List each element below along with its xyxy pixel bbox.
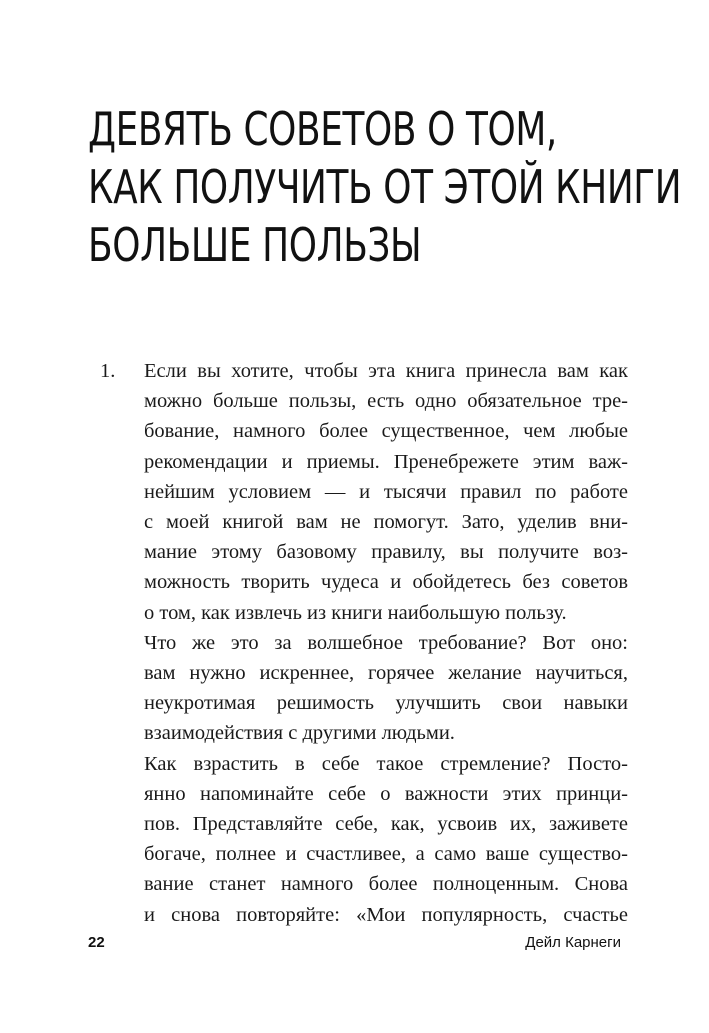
text-line: янно напоминайте себе о важности этих принци- xyxy=(144,782,628,805)
chapter-heading xyxy=(88,100,681,274)
text-line: Если вы хотите, чтобы эта книга принесла вам как xyxy=(144,360,628,382)
text-line: можность творить чудеса и обойдетесь без советов xyxy=(144,571,628,594)
text-line: богаче, полнее и счастливее, а само ваше существо- xyxy=(144,843,628,866)
text-line: вам нужно искреннее, горячее желание научиться, xyxy=(144,662,628,685)
text-line: нейшим условием — и тысячи правил по работе xyxy=(144,480,628,503)
text-line: о том, как извлечь из книги наибольшую пользу. xyxy=(144,601,567,624)
text-line: Что же это за волшебное требование? Вот оно: xyxy=(144,631,628,654)
text-line: неукротимая решимость улучшить свои навыки xyxy=(144,692,628,715)
heading-line: БОЛЬШЕ ПОЛЬЗЫ xyxy=(88,218,422,272)
text-line: бование, намного более существенное, чем любые xyxy=(144,420,628,443)
text-line: можно больше пользы, есть одно обязательное тре- xyxy=(144,390,628,413)
heading-line: КАК ПОЛУЧИТЬ ОТ ЭТОЙ КНИГИ xyxy=(88,160,682,214)
text-line: взаимодействия с другими людьми. xyxy=(144,722,455,745)
running-footer-author: Дейл Карнеги xyxy=(525,934,621,951)
heading-line: ДЕВЯТЬ СОВЕТОВ О ТОМ, xyxy=(88,102,557,156)
text-line: пов. Представляйте себе, как, усвоив их, заживете xyxy=(144,813,628,836)
text-line: рекомендации и приемы. Пренебрежете этим важ- xyxy=(144,450,628,473)
text-line: мание этому базовому правилу, вы получите воз- xyxy=(144,541,628,564)
list-item-number: 1. xyxy=(100,360,116,382)
page-number: 22 xyxy=(88,934,105,951)
text-line: и снова повторяйте: «Мои популярность, счастье xyxy=(144,903,628,926)
list-item-text xyxy=(144,356,628,930)
text-line: Как взрастить в себе такое стремление? Посто- xyxy=(144,752,628,775)
text-line: вание станет намного более полноценным. Снова xyxy=(144,873,628,896)
text-line: с моей книгой вам не помогут. Зато, уделив вни- xyxy=(144,511,628,534)
